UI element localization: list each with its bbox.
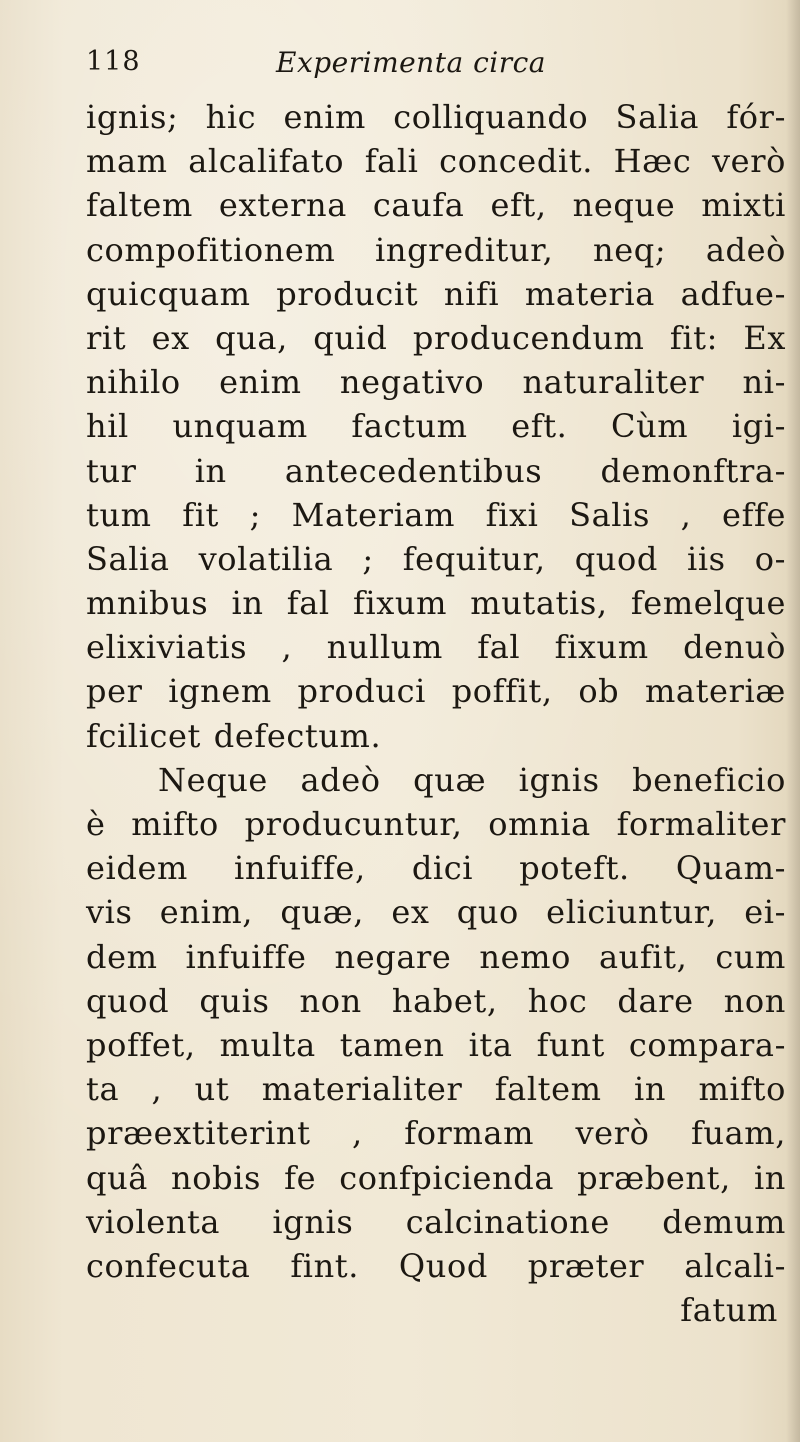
- page-edge-shadow: [786, 0, 800, 1442]
- text-line: Neque adeò quæ ignis beneficio: [158, 760, 786, 799]
- text-line: nihilo enim negativo naturaliter ni-: [86, 363, 786, 402]
- text-line: mam alcalifato fali concedit. Hæc verò: [86, 142, 786, 181]
- text-line: confecuta fint. Quod præter alcali-: [86, 1246, 786, 1285]
- text-line: poffet, multa tamen ita funt compara-: [86, 1025, 786, 1064]
- text-line: quâ nobis fe confpicienda præbent, in: [86, 1158, 786, 1197]
- running-head: Experimenta circa: [276, 46, 546, 79]
- body-text: [86, 95, 786, 1332]
- text-line: quod quis non habet, hoc dare non: [86, 981, 786, 1020]
- text-line: eidem infuiffe, dici poteft. Quam-: [86, 849, 786, 888]
- text-line: violenta ignis calcinatione demum: [86, 1202, 786, 1241]
- text-line: tur in antecedentibus demonftra-: [86, 451, 786, 490]
- text-line: elixiviatis , nullum fal fixum denuò: [86, 628, 786, 667]
- text-line: Salia volatilia ; fequitur, quod iis o-: [86, 539, 786, 578]
- text-line: tum fit ; Materiam fixi Salis , effe: [86, 495, 786, 534]
- text-line: per ignem produci poffit, ob materiæ: [86, 672, 786, 711]
- text-line: è mifto producuntur, omnia formaliter: [86, 805, 786, 843]
- text-line: rit ex qua, quid producendum fit: Ex: [86, 318, 786, 357]
- catchword: fatum: [680, 1291, 778, 1330]
- text-line: ignis; hic enim colliquando Salia fór-: [86, 98, 786, 136]
- page-header: [86, 40, 706, 84]
- text-line: hil unquam factum eft. Cùm igi-: [86, 407, 786, 446]
- text-line: ta , ut materialiter faltem in mifto: [86, 1070, 786, 1109]
- text-line: compofitionem ingreditur, neq; adeò: [86, 230, 786, 269]
- text-line: dem infuiffe negare nemo aufit, cum: [86, 937, 786, 976]
- text-line: fcilicet defectum.: [86, 716, 382, 755]
- text-line: faltem externa caufa eft, neque mixti: [86, 186, 786, 225]
- page-number: 118: [86, 46, 141, 77]
- text-line: præextiterint , formam verò fuam,: [86, 1114, 786, 1153]
- text-line: quicquam producit nifi materia adfue-: [86, 274, 786, 313]
- text-line: vis enim, quæ, ex quo eliciuntur, ei-: [86, 893, 786, 932]
- text-line: mnibus in fal fixum mutatis, femelque: [86, 584, 786, 623]
